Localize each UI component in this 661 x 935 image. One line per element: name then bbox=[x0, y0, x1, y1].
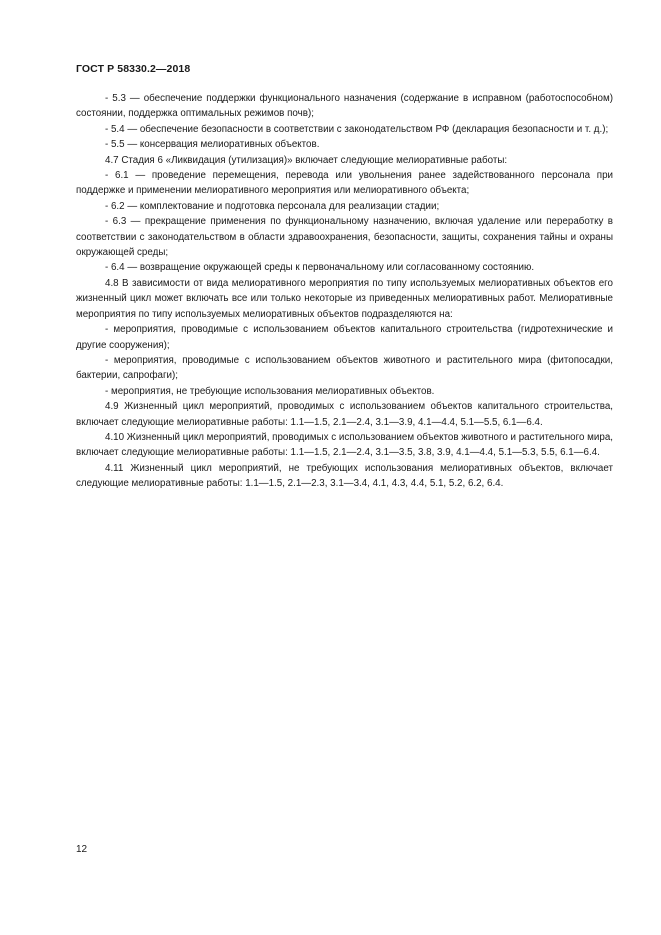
paragraph: - 6.1 — проведение перемещения, перевода или увольнения ранее задействованного персонала при поддержке и применении мелиоративного мероприятия или мелиоративного объекта; bbox=[76, 170, 613, 197]
paragraph: - 6.2 — комплектование и подготовка персонала для реализации стадии; bbox=[105, 200, 440, 212]
paragraph: - 5.3 — обеспечение поддержки функционального назначения (содержание в исправном (работоспособном) состоянии, поддержка оптимальных режимов почв); bbox=[76, 93, 613, 120]
paragraph: - 5.5 — консервация мелиоративных объектов. bbox=[105, 139, 320, 151]
paragraph: 4.10 Жизненный цикл мероприятий, проводимых с использованием объектов животного и растительного мира, включает следующие мелиоративные работы: 1.1—1.5, 2.1—2.4, 3.1—3.5, 3.8, 3.9, 4.1—4.4, 5.1—5.3, 5.5, 6.1—6.4. bbox=[76, 431, 613, 459]
paragraph: - 6.3 — прекращение применения по функциональному назначению, включая удаление или переработку в соответствии с законодательством в области здравоохранения, безопасности, защиты, сохранения тайны и охраны окружающей среды; bbox=[76, 216, 613, 259]
paragraph: 4.7 Стадия 6 «Ликвидация (утилизация)» включает следующие мелиоративные работы: bbox=[105, 154, 508, 166]
paragraph: - 6.4 — возвращение окружающей среды к первоначальному или согласованному состоянию. bbox=[105, 262, 535, 274]
paragraph: - мероприятия, проводимые с использованием объектов капитального строительства (гидротехнические и другие сооружения); bbox=[76, 324, 613, 351]
document-code-header: ГОСТ Р 58330.2—2018 bbox=[76, 63, 191, 75]
paragraph: - 5.4 — обеспечение безопасности в соответствии с законодательством РФ (декларация безопасности и т. д.); bbox=[105, 123, 609, 135]
paragraph: 4.11 Жизненный цикл мероприятий, не требующих использования мелиоративных объектов, включает следующие мелиоративные работы: 1.1—1.5, 2.1—2.3, 3.1—3.4, 4.1, 4.3, 4.4, 5.1, 5.2, 6.2, 6.4. bbox=[76, 462, 613, 490]
page-number: 12 bbox=[76, 844, 88, 855]
paragraph: - мероприятия, не требующие использования мелиоративных объектов. bbox=[105, 385, 435, 397]
document-body bbox=[76, 91, 613, 492]
paragraph: - мероприятия, проводимые с использованием объектов животного и растительного мира (фитопосадки, бактерии, сапрофаги); bbox=[76, 354, 613, 382]
paragraph: 4.9 Жизненный цикл мероприятий, проводимых с использованием объектов капитального строительства, включает следующие мелиоративные работы: 1.1—1.5, 2.1—2.4, 3.1—3.9, 4.1—4.4, 5.1—5.5, 6.1—6.4. bbox=[76, 401, 613, 428]
paragraph: 4.8 В зависимости от вида мелиоративного мероприятия по типу используемых мелиоративных объектов его жизненный цикл может включать все или только некоторые из приведенных мелиоративных работ. Мелиоративные мероприятия по типу используемых мелиоративных объектов подразделяются на: bbox=[76, 277, 613, 320]
